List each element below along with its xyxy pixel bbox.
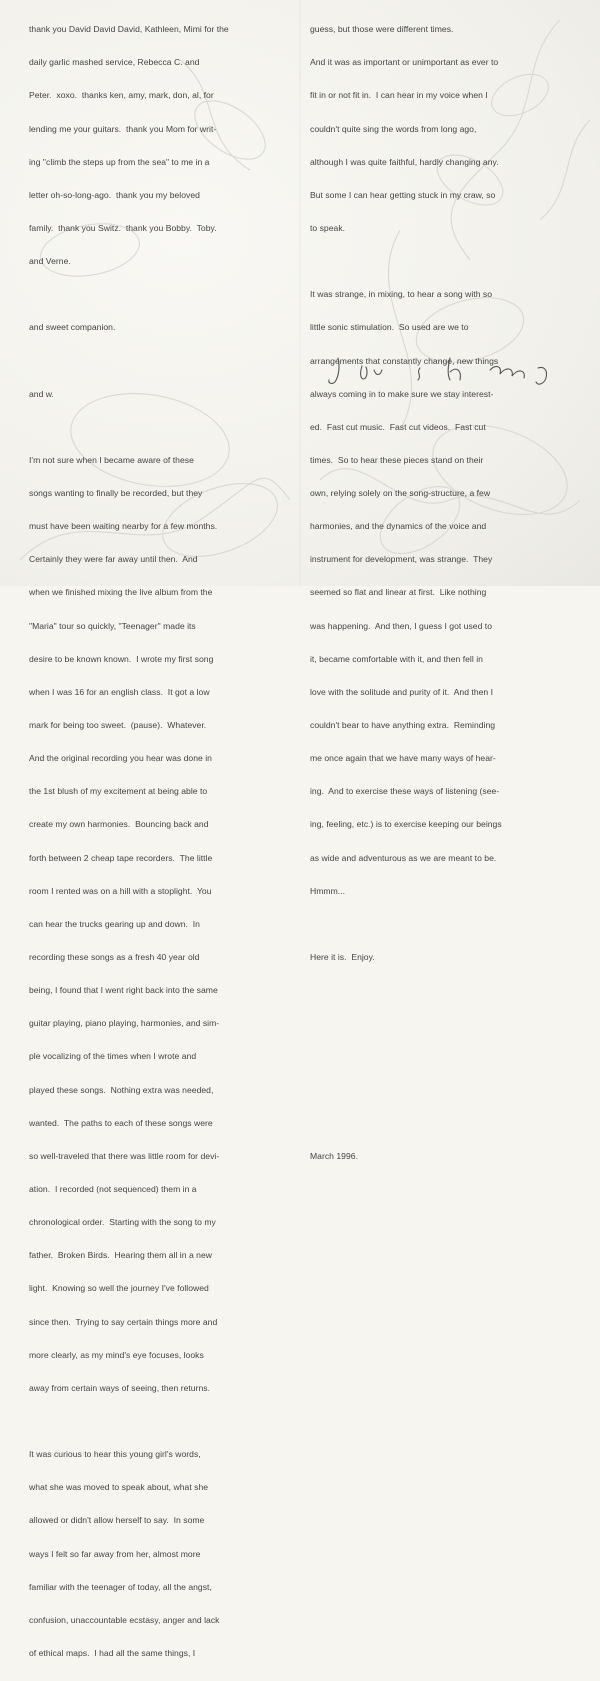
text-line: mark for being too sweet. (pause). Whatever. bbox=[29, 720, 207, 731]
right-text-column bbox=[310, 2, 502, 1184]
text-line: me once again that we have many ways of hear- bbox=[310, 753, 496, 764]
text-line: seemed so flat and linear at first. Like nothing bbox=[310, 587, 487, 598]
text-line: light. Knowing so well the journey I've followed bbox=[29, 1283, 209, 1294]
text-line: family. thank you Switz. thank you Bobby. Toby. bbox=[29, 222, 217, 233]
signature-stroke bbox=[374, 370, 382, 375]
text-line: couldn't quite sing the words from long ago, bbox=[310, 123, 477, 134]
text-line: harmonies, and the dynamics of the voice and bbox=[310, 521, 487, 532]
text-line: played these songs. Nothing extra was needed, bbox=[29, 1084, 214, 1095]
text-line: own, relying solely on the song-structure, a few bbox=[310, 488, 491, 499]
text-line: guitar playing, piano playing, harmonies, and sim- bbox=[29, 1018, 220, 1029]
text-line bbox=[29, 289, 229, 300]
text-line bbox=[29, 356, 229, 367]
text-line: more clearly, as my mind's eye focuses, looks bbox=[29, 1349, 204, 1360]
text-line: songs wanting to finally be recorded, but they bbox=[29, 488, 203, 499]
text-line: it, became comfortable with it, and then fell in bbox=[310, 653, 483, 664]
text-line: letter oh-so-long-ago. thank you my beloved bbox=[29, 189, 200, 200]
text-line: fit in or not fit in. I can hear in my voice when I bbox=[310, 90, 488, 101]
text-line: desire to be known known. I wrote my first song bbox=[29, 653, 214, 664]
text-line: when I was 16 for an english class. It got a low bbox=[29, 686, 210, 697]
text-line bbox=[310, 256, 502, 267]
text-line bbox=[310, 919, 502, 930]
text-line: of ethical maps. I had all the same things, I bbox=[29, 1647, 196, 1658]
signature-spacer bbox=[310, 1051, 502, 1062]
handwritten-signature bbox=[310, 352, 560, 390]
text-line: was happening. And then, I guess I got used to bbox=[310, 620, 493, 631]
text-line: couldn't bear to have anything extra. Reminding bbox=[310, 720, 496, 731]
text-line: when we finished mixing the live album from the bbox=[29, 587, 213, 598]
text-line: as wide and adventurous as we are meant to be. bbox=[310, 852, 497, 863]
text-line: But some I can hear getting stuck in my craw, so bbox=[310, 189, 496, 200]
date-line: March 1996. bbox=[310, 1150, 358, 1161]
text-line: Certainly they were far away until then. And bbox=[29, 554, 198, 565]
text-line: times. So to hear these pieces stand on their bbox=[310, 454, 484, 465]
signature-spacer bbox=[310, 985, 502, 996]
text-line: chronological order. Starting with the song to my bbox=[29, 1217, 216, 1228]
text-line: the 1st blush of my excitement at being able to bbox=[29, 786, 208, 797]
text-line: forth between 2 cheap tape recorders. The little bbox=[29, 852, 213, 863]
text-line: Hmmm... bbox=[310, 885, 345, 896]
text-line: Peter. xoxo. thanks ken, amy, mark, don, al, for bbox=[29, 90, 214, 101]
text-line: guess, but those were different times. bbox=[310, 24, 454, 35]
signature-stroke bbox=[536, 367, 547, 384]
text-line: ed. Fast cut music. Fast cut videos. Fast cut bbox=[310, 421, 486, 432]
text-line: room I rented was on a hill with a stoplight. You bbox=[29, 885, 212, 896]
signature-spacer bbox=[310, 1085, 502, 1096]
text-line: It was curious to hear this young girl's words, bbox=[29, 1449, 201, 1460]
signature-spacer bbox=[310, 1118, 502, 1129]
signature-spacer bbox=[310, 1018, 502, 1029]
text-line: and Verne. bbox=[29, 256, 71, 267]
text-line: create my own harmonies. Bouncing back and bbox=[29, 819, 209, 830]
text-line: father. Broken Birds. Hearing them all in a new bbox=[29, 1250, 212, 1261]
text-line bbox=[29, 1416, 229, 1427]
text-line: confusion, unaccountable ecstasy, anger and lack bbox=[29, 1614, 220, 1625]
text-line: must have been waiting nearby for a few months. bbox=[29, 521, 218, 532]
text-line: love with the solitude and purity of it. And then I bbox=[310, 686, 494, 697]
text-line bbox=[29, 422, 229, 433]
text-line: I'm not sure when I became aware of these bbox=[29, 454, 194, 465]
signature-stroke bbox=[448, 358, 460, 380]
text-line: recording these songs as a fresh 40 year old bbox=[29, 952, 200, 963]
text-line: since then. Trying to say certain things more and bbox=[29, 1316, 218, 1327]
signature-stroke bbox=[490, 367, 524, 378]
text-line: ple vocalizing of the times when I wrote and bbox=[29, 1051, 197, 1062]
text-line: although I was quite faithful, hardly changing any. bbox=[310, 156, 499, 167]
text-line: ation. I recorded (not sequenced) them in a bbox=[29, 1184, 197, 1195]
signature-stroke bbox=[361, 366, 367, 379]
text-line: daily garlic mashed service, Rebecca C. and bbox=[29, 57, 200, 68]
text-line: to speak. bbox=[310, 222, 346, 233]
text-line: little sonic stimulation. So used are we to bbox=[310, 322, 469, 333]
text-line: ways I felt so far away from her, almost more bbox=[29, 1548, 201, 1559]
text-line: ing. And to exercise these ways of listening (see- bbox=[310, 786, 500, 797]
text-line: ing, feeling, etc.) is to exercise keeping our beings bbox=[310, 819, 502, 830]
text-line: "Maria" tour so quickly, "Teenager" made its bbox=[29, 620, 196, 631]
vine-stroke bbox=[540, 120, 590, 220]
text-line: can hear the trucks gearing up and down. In bbox=[29, 918, 200, 929]
text-line: and sweet companion. bbox=[29, 322, 116, 333]
text-line: away from certain ways of seeing, then returns. bbox=[29, 1382, 211, 1393]
text-line: thank you David David David, Kathleen, Mimi for the bbox=[29, 24, 229, 35]
text-line: instrument for development, was strange. They bbox=[310, 554, 493, 565]
text-line: It was strange, in mixing, to hear a song with so bbox=[310, 289, 493, 300]
text-line: And it was as important or unimportant as ever to bbox=[310, 57, 499, 68]
text-line: what she was moved to speak about, what she bbox=[29, 1482, 209, 1493]
signature-stroke bbox=[329, 358, 339, 383]
text-line: always coming in to make sure we stay interest- bbox=[310, 388, 494, 399]
text-line: lending me your guitars. thank you Mom for writ- bbox=[29, 123, 217, 134]
text-line: so well-traveled that there was little room for devi- bbox=[29, 1150, 220, 1161]
text-line: allowed or didn't allow herself to say. In some bbox=[29, 1515, 205, 1526]
left-text-column bbox=[29, 2, 229, 1681]
text-line: And the original recording you hear was done in bbox=[29, 753, 212, 764]
text-line: and w. bbox=[29, 388, 54, 399]
text-line: wanted. The paths to each of these songs were bbox=[29, 1117, 213, 1128]
text-line: arrangements that constantly change, new things bbox=[310, 355, 499, 366]
signature-stroke bbox=[418, 368, 420, 380]
text-line: ing "climb the steps up from the sea" to me in a bbox=[29, 156, 210, 167]
text-line: familiar with the teenager of today, all the angst, bbox=[29, 1581, 212, 1592]
text-line: Here it is. Enjoy. bbox=[310, 952, 375, 963]
text-line: being, I found that I went right back into the same bbox=[29, 985, 218, 996]
